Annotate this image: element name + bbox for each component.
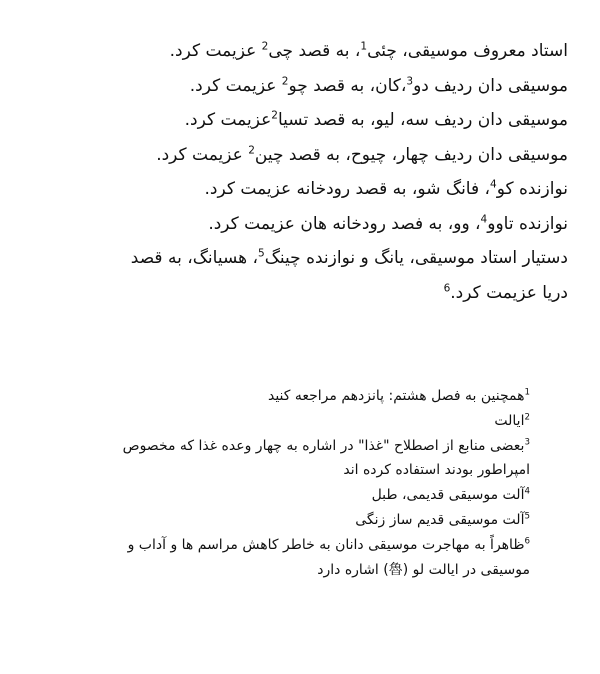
text-run: عزیمت کرد. bbox=[156, 144, 249, 165]
footnote-text: آلت موسیقی قدیم ساز زنگی bbox=[355, 511, 525, 528]
footnote-text: همچنین به فصل هشتم: پانزدهم مراجعه کنید bbox=[267, 388, 525, 404]
footnote-ref: 2 bbox=[271, 109, 278, 122]
text-run: ، فانگ شو، به قصد رودخانه عزیمت کرد. bbox=[204, 179, 490, 199]
footnote-text: ظاهراً به مهاجرت موسیقی دانان به خاطر کاهش مراسم ها و آداب و موسیقی در ایالت لو (魯) اشاره دارد bbox=[127, 536, 530, 578]
footnote-text: بعضی منابع از اصطلاح "غذا" در اشاره به چهار وعده غذا که مخصوص امپراطور بودند استفاده کرده اند bbox=[122, 437, 530, 479]
footnote bbox=[100, 508, 530, 533]
footnote bbox=[100, 533, 530, 583]
text-run: عزیمت کرد. bbox=[189, 75, 282, 96]
footnote-number: 5 bbox=[524, 511, 530, 522]
footnote-ref: 4 bbox=[490, 178, 497, 191]
footnote bbox=[100, 434, 530, 484]
footnote-number: 3 bbox=[524, 436, 530, 447]
footnote-ref: 5 bbox=[257, 247, 265, 260]
paragraph-3 bbox=[128, 103, 568, 138]
text-run: نوازنده کو bbox=[496, 179, 568, 199]
paragraph-6 bbox=[128, 207, 568, 242]
footnote-ref: 2 bbox=[248, 143, 255, 156]
text-run: استاد معروف موسیقی، چئی bbox=[367, 41, 568, 61]
text-run: ، به قصد چی bbox=[268, 41, 361, 61]
text-run: موسیقی دان ردیف چهار، چیوح، به قصد چین bbox=[254, 144, 568, 165]
footnote-number: 2 bbox=[524, 412, 530, 423]
footnote-text: ایالت bbox=[494, 412, 525, 429]
paragraph-7 bbox=[128, 241, 568, 310]
paragraph-5 bbox=[128, 172, 568, 207]
text-run: ، هسیانگ، به قصد دریا عزیمت کرد. bbox=[130, 248, 568, 303]
text-run: عزیمت کرد. bbox=[169, 41, 262, 61]
text-run: نوازنده تاوو bbox=[487, 213, 568, 234]
main-text bbox=[128, 34, 568, 310]
paragraph-2 bbox=[128, 69, 568, 104]
paragraph-1 bbox=[128, 34, 568, 69]
footnote bbox=[100, 384, 530, 409]
footnote-ref: 1 bbox=[360, 40, 368, 53]
footnote-ref: 2 bbox=[261, 40, 269, 53]
footnote bbox=[100, 409, 530, 434]
footnote bbox=[100, 483, 530, 508]
text-run: ، وو، به فصد رودخانه هان عزیمت کرد. bbox=[208, 213, 481, 234]
text-run: موسیقی دان ردیف دو bbox=[413, 75, 568, 96]
footnote-ref: 6 bbox=[443, 281, 451, 294]
footnote-number: 6 bbox=[524, 536, 530, 547]
text-run: عزیمت کرد. bbox=[184, 110, 272, 130]
footnote-ref: 2 bbox=[281, 74, 289, 87]
text-run: دستیار استاد موسیقی، یانگ و نوازنده چینگ bbox=[264, 248, 568, 268]
footnote-number: 1 bbox=[524, 387, 530, 398]
footnote-ref: 3 bbox=[406, 74, 414, 87]
footnotes bbox=[100, 384, 530, 582]
footnote-number: 4 bbox=[524, 486, 530, 497]
paragraph-4 bbox=[128, 138, 568, 173]
text-run: ،کان، به قصد چو bbox=[288, 75, 407, 96]
text-run: موسیقی دان ردیف سه، لیو، به قصد تسیا bbox=[277, 110, 568, 130]
footnote-ref: 4 bbox=[480, 212, 488, 225]
footnote-text: آلت موسیقی قدیمی، طبل bbox=[371, 487, 525, 504]
